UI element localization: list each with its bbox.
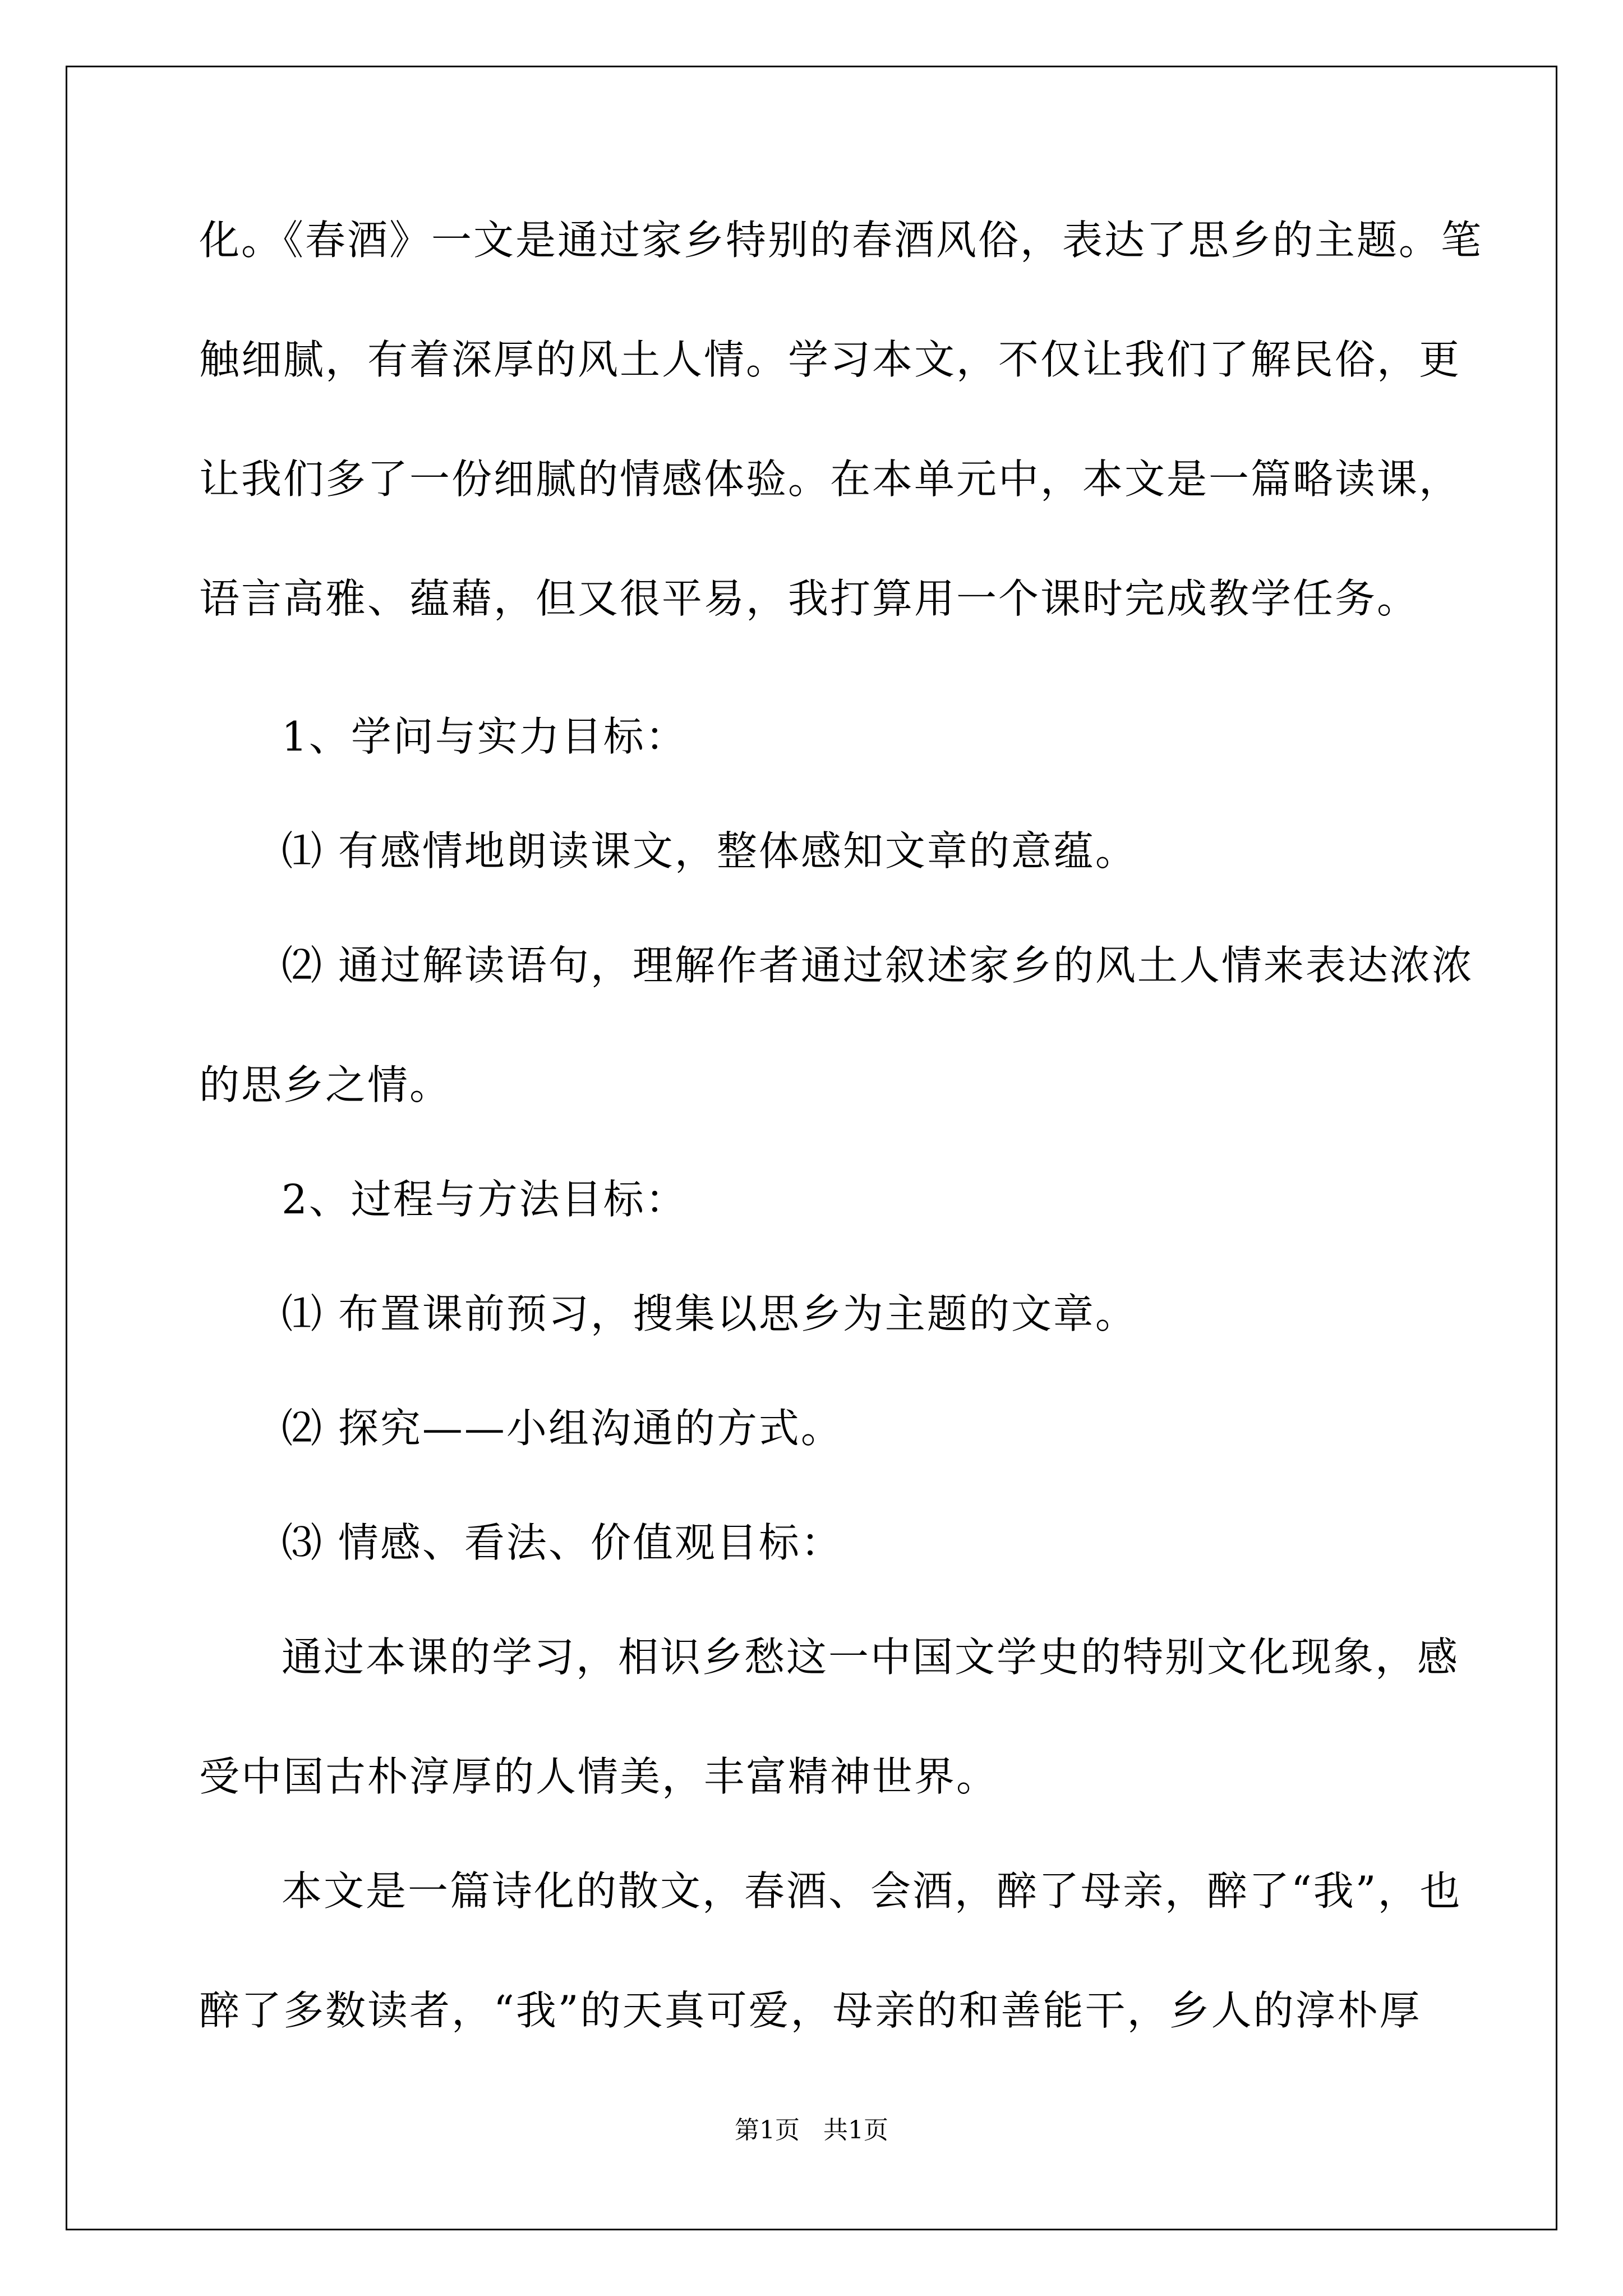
paragraph <box>199 1630 1460 1803</box>
paragraph <box>199 1287 1438 1341</box>
page-total: 共1页 <box>823 2116 888 2145</box>
text-line: 1、学问与实力目标： <box>282 713 688 760</box>
text-line: 醉了多数读者，“我”的天真可爱，母亲的和善能干，乡人的淳朴厚 <box>199 1987 1422 2034</box>
paragraph <box>199 824 1438 878</box>
paragraph <box>199 938 1474 1112</box>
page-footer <box>0 2115 1623 2146</box>
page-number: 第1页 <box>735 2116 800 2145</box>
text-line: 化。《春酒》一文是通过家乡特别的春酒风俗，表达了思乡的主题。笔 <box>199 217 1483 264</box>
text-line: 的思乡之情。 <box>199 1061 452 1108</box>
text-line: ⑶ 情感、看法、价值观目标： <box>282 1519 843 1566</box>
text-line: 2、过程与方法目标： <box>282 1176 688 1223</box>
text-line: ⑵ 探究——小组沟通的方式。 <box>282 1405 843 1452</box>
text-line: 语言高雅、蕴藉，但又很平易，我打算用一个课时完成教学任务。 <box>199 575 1419 622</box>
text-line: 本文是一篇诗化的散文，春酒、会酒，醉了母亲，醉了“我”，也 <box>282 1867 1462 1915</box>
text-line: 让我们多了一份细腻的情感体验。在本单元中，本文是一篇略读课， <box>199 455 1461 503</box>
paragraph <box>199 1516 1438 1570</box>
paragraph <box>199 1401 1438 1455</box>
document-body <box>199 213 1483 2098</box>
text-line: ⑴ 布置课前预习，搜集以思乡为主题的文章。 <box>282 1290 1137 1337</box>
text-line: 触细腻，有着深厚的风土人情。学习本文，不仅让我们了解民俗，更 <box>199 336 1461 383</box>
text-line: 受中国古朴淳厚的人情美，丰富精神世界。 <box>199 1753 999 1800</box>
text-line: ⑴ 有感情地朗读课文，整体感知文章的意蕴。 <box>282 827 1137 875</box>
paragraph <box>199 1864 1462 2037</box>
paragraph <box>199 213 1483 625</box>
paragraph <box>199 710 1438 763</box>
text-line: 通过本课的学习，相识乡愁这一中国文学史的特别文化现象，感 <box>282 1634 1460 1681</box>
paragraph <box>199 1172 1438 1226</box>
text-line: ⑵ 通过解读语句，理解作者通过叙述家乡的风土人情来表达浓浓 <box>282 942 1474 989</box>
